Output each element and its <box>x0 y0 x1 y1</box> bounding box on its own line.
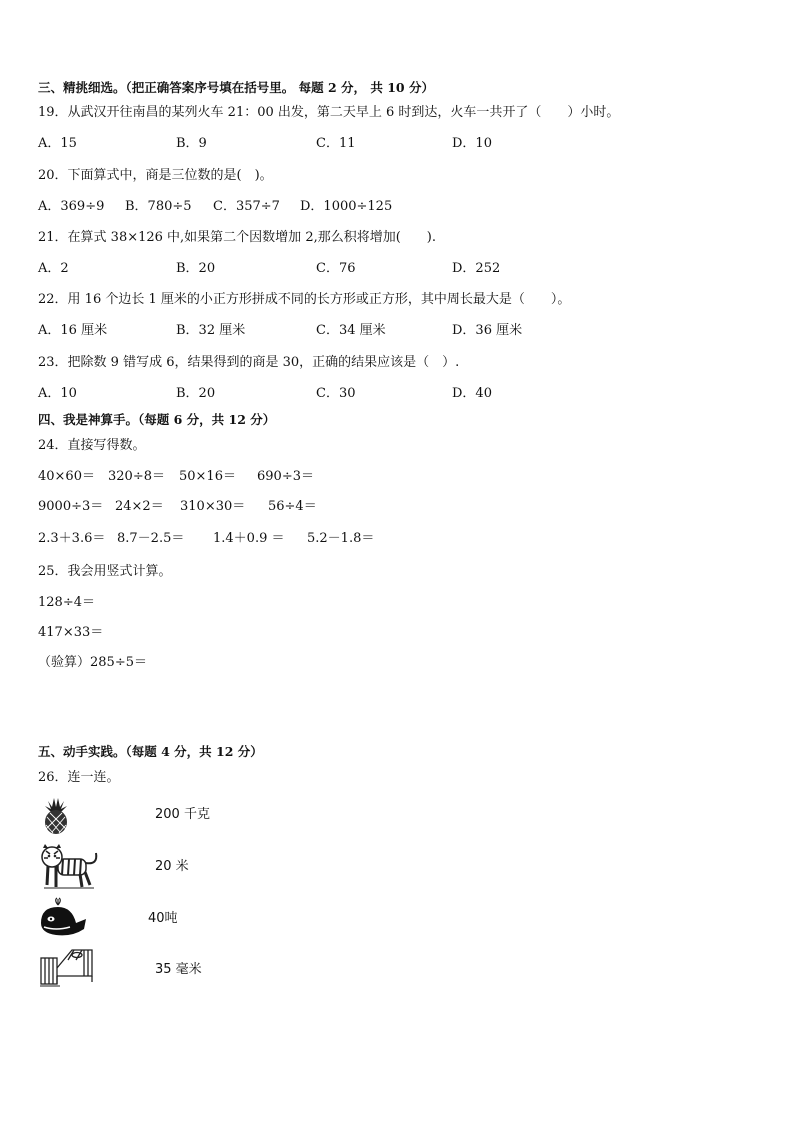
option-b: B．20 <box>176 386 216 401</box>
option-c: C．357÷7 <box>213 199 280 214</box>
option-a: A．2 <box>38 261 69 276</box>
calc-item: 56÷4＝ <box>268 499 317 514</box>
option-d: D．1000÷125 <box>300 199 393 214</box>
option-c: C．30 <box>316 386 356 401</box>
option-b: B．780÷5 <box>125 199 192 214</box>
label-35-mm: 35 毫米 <box>155 962 202 977</box>
question-20: 20．下面算式中，商是三位数的是( )。 <box>38 168 273 183</box>
bed-icon <box>38 946 94 990</box>
option-c: C．76 <box>316 261 356 276</box>
section-title: 五、动手实践。（每题 4 分，共 12 分） <box>38 744 263 759</box>
option-d: D．10 <box>452 136 492 151</box>
calc-item: 690÷3＝ <box>257 469 314 484</box>
option-b: B．20 <box>176 261 216 276</box>
vertical-calc-item: 417×33＝ <box>38 625 104 640</box>
option-c: C．11 <box>316 136 356 151</box>
option-c: C．34 厘米 <box>316 323 386 338</box>
calc-item: 9000÷3＝ <box>38 499 104 514</box>
question-23: 23．把除数 9 错写成 6，结果得到的商是 30，正确的结果应该是（ ）. <box>38 355 460 370</box>
calc-item: 50×16＝ <box>179 469 236 484</box>
label-40-t: 40吨 <box>148 911 178 926</box>
question-22: 22．用 16 个边长 1 厘米的小正方形拼成不同的长方形或正方形，其中周长最大是（ ）。 <box>38 292 571 307</box>
whale-icon <box>38 897 88 939</box>
calc-item: 310×30＝ <box>180 499 246 514</box>
tiger-icon <box>38 843 100 891</box>
label-20-m: 20 米 <box>155 859 189 874</box>
question-26: 26．连一连。 <box>38 770 120 785</box>
label-200-kg: 200 千克 <box>155 807 210 822</box>
pineapple-icon <box>36 795 76 835</box>
calc-item: 320÷8＝ <box>108 469 165 484</box>
option-d: D．252 <box>452 261 501 276</box>
question-21: 21．在算式 38×126 中,如果第二个因数增加 2,那么积将增加( ). <box>38 230 436 245</box>
vertical-calc-item: （验算）285÷5＝ <box>38 655 147 670</box>
calc-item: 1.4＋0.9 ＝ <box>213 531 285 546</box>
option-d: D．36 厘米 <box>452 323 523 338</box>
option-a: A．15 <box>38 136 77 151</box>
option-a: A．10 <box>38 386 77 401</box>
question-24: 24．直接写得数。 <box>38 438 146 453</box>
option-a: A．16 厘米 <box>38 323 108 338</box>
calc-item: 5.2－1.8＝ <box>307 531 375 546</box>
option-b: B．9 <box>176 136 207 151</box>
option-d: D．40 <box>452 386 492 401</box>
vertical-calc-item: 128÷4＝ <box>38 595 95 610</box>
option-b: B．32 厘米 <box>176 323 246 338</box>
calc-item: 2.3＋3.6＝ <box>38 531 106 546</box>
section-title: 四、我是神算手。（每题 6 分，共 12 分） <box>38 412 276 427</box>
question-19: 19．从武汉开往南昌的某列火车 21：00 出发，第二天早上 6 时到达，火车一共开了（ ）小时。 <box>38 105 620 120</box>
section-title: 三、精挑细选。（把正确答案序号填在括号里。 每题 2 分， 共 10 分） <box>38 80 434 95</box>
calc-item: 40×60＝ <box>38 469 95 484</box>
calc-item: 8.7－2.5＝ <box>117 531 185 546</box>
calc-item: 24×2＝ <box>115 499 164 514</box>
question-25: 25．我会用竖式计算。 <box>38 564 172 579</box>
option-a: A．369÷9 <box>38 199 105 214</box>
